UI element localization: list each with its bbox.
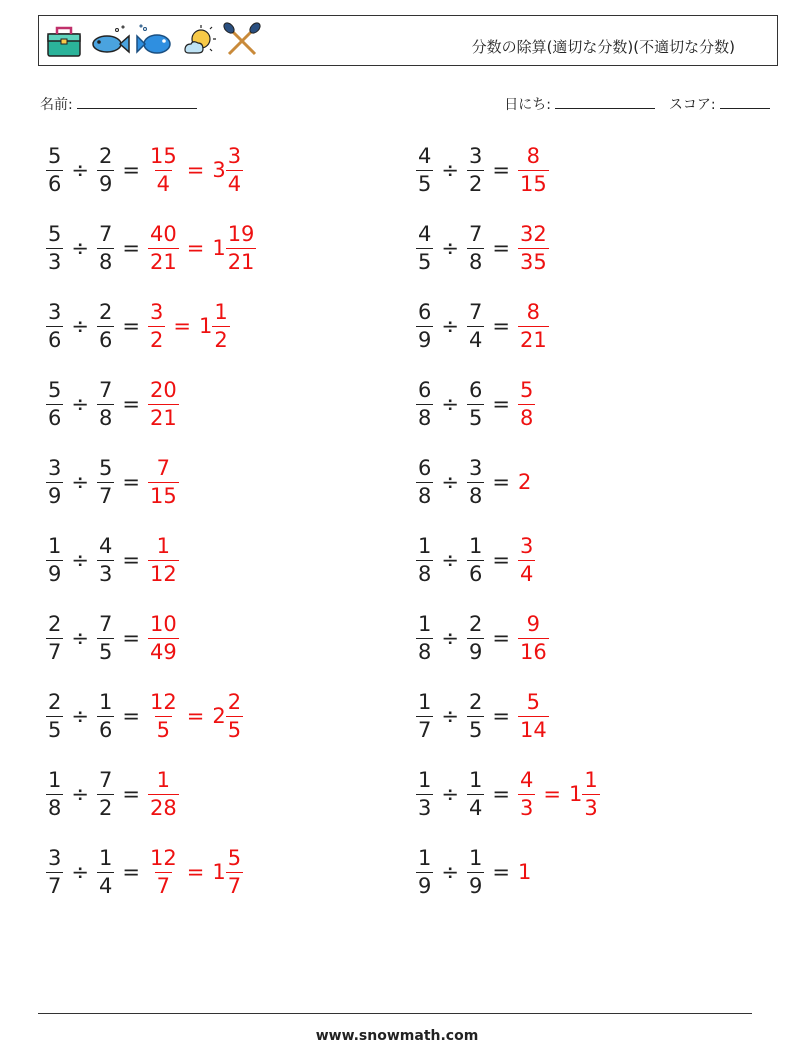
answer-fraction-numerator: 5 xyxy=(526,689,541,714)
equals-sign: = xyxy=(492,548,510,572)
answer-whole: 1 xyxy=(517,860,532,884)
date-label: 日にち: xyxy=(504,97,552,113)
dividend-fraction xyxy=(416,455,433,508)
divisor-fraction xyxy=(97,533,114,586)
equals-sign: = xyxy=(492,782,510,806)
divisor-fraction-numerator: 7 xyxy=(98,221,113,246)
dividend-fraction-denominator: 3 xyxy=(418,795,432,820)
answer-fraction xyxy=(148,143,179,196)
dividend-fraction-denominator: 9 xyxy=(418,873,432,898)
dividend-fraction-denominator: 8 xyxy=(418,639,432,664)
divisor-fraction-denominator: 6 xyxy=(98,327,113,352)
name-label: 名前: xyxy=(40,97,73,113)
mixed-fraction xyxy=(212,299,229,352)
dividend-fraction xyxy=(416,299,433,352)
equals-sign: = xyxy=(122,548,140,572)
divide-sign: ÷ xyxy=(71,704,89,728)
dividend-fraction xyxy=(46,767,63,820)
problem-row xyxy=(46,218,256,278)
dividend-fraction-denominator: 6 xyxy=(48,327,62,352)
answer-fraction-numerator: 15 xyxy=(149,143,177,168)
problem-row xyxy=(46,764,179,824)
divisor-fraction-denominator: 5 xyxy=(468,717,483,742)
equals-sign: = xyxy=(492,704,510,728)
answer-fraction-denominator: 21 xyxy=(149,249,177,274)
blue-fish-icon xyxy=(135,22,175,60)
divide-sign: ÷ xyxy=(441,626,459,650)
divisor-fraction-numerator: 4 xyxy=(98,533,113,558)
divisor-fraction xyxy=(467,299,484,352)
equals-sign: = xyxy=(122,314,140,338)
equals-sign: = xyxy=(122,470,140,494)
divisor-fraction xyxy=(97,221,114,274)
mixed-equals-sign: = xyxy=(173,314,191,338)
divisor-fraction xyxy=(97,689,114,742)
dividend-fraction-denominator: 7 xyxy=(48,639,62,664)
divisor-fraction-denominator: 9 xyxy=(468,639,483,664)
answer-fraction-numerator: 1 xyxy=(156,767,171,792)
divisor-fraction-denominator: 8 xyxy=(468,249,483,274)
answer-fraction-denominator: 15 xyxy=(149,483,177,508)
dividend-fraction-numerator: 1 xyxy=(418,533,432,558)
dividend-fraction xyxy=(416,689,433,742)
problem-row xyxy=(416,842,531,902)
answer-fraction xyxy=(148,689,179,742)
mixed-whole: 1 xyxy=(212,236,226,260)
equals-sign: = xyxy=(122,782,140,806)
mixed-fraction xyxy=(226,689,243,742)
dividend-fraction-denominator: 6 xyxy=(48,171,62,196)
divisor-fraction-denominator: 2 xyxy=(468,171,483,196)
answer-fraction xyxy=(518,767,535,820)
header-box xyxy=(38,15,778,66)
equals-sign: = xyxy=(122,860,140,884)
divide-sign: ÷ xyxy=(71,470,89,494)
dividend-fraction-numerator: 5 xyxy=(48,143,62,168)
divisor-fraction xyxy=(467,143,484,196)
divisor-fraction-numerator: 2 xyxy=(98,299,113,324)
mixed-equals-sign: = xyxy=(186,860,205,884)
problem-row xyxy=(46,140,243,200)
divisor-fraction xyxy=(467,377,484,430)
equals-sign: = xyxy=(492,860,510,884)
divisor-fraction xyxy=(467,533,484,586)
dividend-fraction-denominator: 5 xyxy=(418,249,432,274)
dividend-fraction-denominator: 6 xyxy=(48,405,62,430)
dividend-fraction xyxy=(46,455,63,508)
divisor-fraction-numerator: 2 xyxy=(468,611,483,636)
dividend-fraction xyxy=(46,533,63,586)
problem-row xyxy=(46,608,179,668)
dividend-fraction xyxy=(416,533,433,586)
divisor-fraction xyxy=(97,455,114,508)
dividend-fraction-numerator: 5 xyxy=(48,221,62,246)
divisor-fraction xyxy=(97,377,114,430)
dividend-fraction xyxy=(46,299,63,352)
answer-fraction xyxy=(148,533,179,586)
name-blank[interactable] xyxy=(77,95,197,109)
dividend-fraction-denominator: 5 xyxy=(48,717,62,742)
problem-row xyxy=(46,686,243,746)
mixed-fraction-numerator: 3 xyxy=(227,143,242,168)
divisor-fraction xyxy=(467,845,484,898)
dividend-fraction-numerator: 2 xyxy=(48,611,62,636)
divide-sign: ÷ xyxy=(441,158,459,182)
name-field xyxy=(40,94,197,114)
answer-fraction xyxy=(148,455,179,508)
mixed-whole: 1 xyxy=(212,860,226,884)
divisor-fraction-numerator: 1 xyxy=(468,767,483,792)
divisor-fraction xyxy=(467,221,484,274)
divisor-fraction-denominator: 6 xyxy=(98,717,113,742)
mixed-fraction-denominator: 4 xyxy=(227,171,242,196)
mixed-fraction-numerator: 5 xyxy=(227,845,242,870)
divisor-fraction xyxy=(97,299,114,352)
divisor-fraction-numerator: 2 xyxy=(98,143,113,168)
divisor-fraction-denominator: 2 xyxy=(98,795,113,820)
answer-fraction xyxy=(518,689,549,742)
mixed-fraction xyxy=(226,845,243,898)
dividend-fraction xyxy=(46,845,63,898)
divisor-fraction-numerator: 2 xyxy=(468,689,483,714)
answer-fraction xyxy=(518,611,549,664)
divisor-fraction-denominator: 5 xyxy=(98,639,113,664)
mixed-fraction xyxy=(582,767,599,820)
answer-fraction-numerator: 12 xyxy=(149,845,177,870)
divisor-fraction-numerator: 7 xyxy=(98,611,113,636)
dividend-fraction-numerator: 1 xyxy=(418,611,432,636)
dividend-fraction-denominator: 8 xyxy=(418,483,432,508)
answer-fraction xyxy=(148,845,179,898)
divisor-fraction-numerator: 7 xyxy=(468,221,483,246)
toolbox-icon xyxy=(45,22,83,60)
answer-fraction-numerator: 10 xyxy=(149,611,177,636)
mixed-equals-sign: = xyxy=(543,782,561,806)
dividend-fraction xyxy=(416,767,433,820)
mixed-equals-sign: = xyxy=(186,236,205,260)
equals-sign: = xyxy=(122,236,140,260)
divide-sign: ÷ xyxy=(71,392,89,416)
answer-fraction xyxy=(518,299,549,352)
score-label: スコア: xyxy=(668,97,716,113)
divisor-fraction-denominator: 8 xyxy=(98,249,113,274)
divide-sign: ÷ xyxy=(441,314,459,338)
dividend-fraction-numerator: 1 xyxy=(418,845,432,870)
dividend-fraction-numerator: 6 xyxy=(418,299,432,324)
divisor-fraction-numerator: 3 xyxy=(468,143,483,168)
mixed-equals-sign: = xyxy=(186,704,205,728)
answer-fraction-denominator: 15 xyxy=(519,171,547,196)
mixed-fraction-numerator: 1 xyxy=(214,299,228,324)
divide-sign: ÷ xyxy=(441,704,459,728)
answer-fraction-denominator: 2 xyxy=(149,327,164,352)
divisor-fraction-denominator: 8 xyxy=(98,405,113,430)
mixed-whole: 1 xyxy=(568,782,583,806)
answer-fraction-denominator: 21 xyxy=(149,405,177,430)
date-blank[interactable] xyxy=(555,95,655,109)
problem-row xyxy=(416,140,549,200)
problem-row xyxy=(416,452,531,512)
mixed-fraction-denominator: 2 xyxy=(214,327,228,352)
answer-fraction xyxy=(518,221,549,274)
mixed-whole: 1 xyxy=(198,314,213,338)
divisor-fraction-denominator: 3 xyxy=(98,561,113,586)
divide-sign: ÷ xyxy=(441,392,459,416)
mixed-whole: 2 xyxy=(212,704,226,728)
dividend-fraction-numerator: 1 xyxy=(418,767,432,792)
dividend-fraction-numerator: 3 xyxy=(48,455,62,480)
answer-fraction-numerator: 1 xyxy=(156,533,171,558)
divide-sign: ÷ xyxy=(71,236,89,260)
dividend-fraction-numerator: 1 xyxy=(48,533,62,558)
divisor-fraction-numerator: 1 xyxy=(98,689,113,714)
mixed-fraction xyxy=(226,221,257,274)
sun-cloud-icon xyxy=(179,22,219,60)
divisor-fraction-denominator: 5 xyxy=(468,405,483,430)
divisor-fraction-denominator: 6 xyxy=(468,561,483,586)
divide-sign: ÷ xyxy=(71,548,89,572)
divisor-fraction-numerator: 7 xyxy=(98,377,113,402)
divisor-fraction xyxy=(467,455,484,508)
answer-fraction-denominator: 14 xyxy=(519,717,547,742)
divisor-fraction-denominator: 7 xyxy=(98,483,113,508)
divide-sign: ÷ xyxy=(441,236,459,260)
footer-divider xyxy=(38,1013,752,1014)
dividend-fraction-numerator: 6 xyxy=(418,455,432,480)
worksheet-title: 分数の除算(適切な分数)(不適切な分数) xyxy=(471,38,735,56)
divisor-fraction-numerator: 1 xyxy=(468,845,483,870)
divisor-fraction xyxy=(97,611,114,664)
dividend-fraction-numerator: 6 xyxy=(418,377,432,402)
answer-fraction-numerator: 7 xyxy=(156,455,171,480)
answer-fraction-numerator: 3 xyxy=(519,533,534,558)
dividend-fraction-numerator: 4 xyxy=(418,221,432,246)
answer-fraction-denominator: 4 xyxy=(519,561,534,586)
mixed-fraction-numerator: 2 xyxy=(227,689,242,714)
equals-sign: = xyxy=(122,626,140,650)
dividend-fraction-denominator: 3 xyxy=(48,249,62,274)
answer-whole: 2 xyxy=(517,470,532,494)
equals-sign: = xyxy=(122,704,140,728)
answer-fraction-numerator: 5 xyxy=(519,377,534,402)
divide-sign: ÷ xyxy=(71,158,89,182)
divide-sign: ÷ xyxy=(71,782,89,806)
answer-fraction-numerator: 9 xyxy=(526,611,541,636)
dividend-fraction xyxy=(46,221,63,274)
answer-fraction-denominator: 16 xyxy=(519,639,547,664)
mixed-fraction-numerator: 1 xyxy=(584,767,598,792)
dividend-fraction-denominator: 5 xyxy=(418,171,432,196)
divisor-fraction-numerator: 5 xyxy=(98,455,113,480)
problem-row xyxy=(416,530,535,590)
answer-fraction-numerator: 8 xyxy=(526,299,541,324)
divisor-fraction-denominator: 4 xyxy=(468,795,483,820)
problem-row xyxy=(416,374,535,434)
divisor-fraction-numerator: 7 xyxy=(468,299,483,324)
divisor-fraction-denominator: 4 xyxy=(98,873,113,898)
divisor-fraction xyxy=(97,143,114,196)
dividend-fraction xyxy=(46,689,63,742)
dividend-fraction-denominator: 7 xyxy=(48,873,62,898)
divide-sign: ÷ xyxy=(441,782,459,806)
dividend-fraction xyxy=(416,221,433,274)
equals-sign: = xyxy=(492,236,510,260)
crossed-oars-icon xyxy=(223,22,261,60)
answer-fraction xyxy=(148,377,179,430)
divisor-fraction-numerator: 7 xyxy=(98,767,113,792)
answer-fraction xyxy=(518,143,549,196)
divide-sign: ÷ xyxy=(441,548,459,572)
answer-fraction xyxy=(148,299,165,352)
answer-fraction-denominator: 21 xyxy=(519,327,547,352)
dividend-fraction-denominator: 9 xyxy=(48,483,62,508)
divisor-fraction xyxy=(467,689,484,742)
divide-sign: ÷ xyxy=(71,314,89,338)
dividend-fraction-denominator: 9 xyxy=(418,327,432,352)
problem-row xyxy=(46,842,243,902)
dividend-fraction-numerator: 3 xyxy=(48,299,62,324)
answer-fraction-denominator: 4 xyxy=(156,171,171,196)
footer-url: www.snowmath.com xyxy=(315,1028,479,1044)
answer-fraction-denominator: 35 xyxy=(519,249,547,274)
answer-fraction-numerator: 8 xyxy=(526,143,541,168)
equals-sign: = xyxy=(492,470,510,494)
problem-row xyxy=(46,530,179,590)
answer-fraction-numerator: 4 xyxy=(519,767,534,792)
answer-fraction-denominator: 5 xyxy=(156,717,171,742)
problem-row xyxy=(416,296,549,356)
answer-fraction-denominator: 7 xyxy=(156,873,171,898)
answer-fraction-denominator: 49 xyxy=(149,639,177,664)
answer-fraction xyxy=(148,221,179,274)
answer-fraction-numerator: 3 xyxy=(149,299,164,324)
dividend-fraction xyxy=(416,845,433,898)
answer-fraction-denominator: 28 xyxy=(149,795,177,820)
divisor-fraction-numerator: 1 xyxy=(468,533,483,558)
divisor-fraction-numerator: 3 xyxy=(468,455,483,480)
mixed-fraction-denominator: 7 xyxy=(227,873,242,898)
divisor-fraction-numerator: 6 xyxy=(468,377,483,402)
answer-fraction-numerator: 12 xyxy=(149,689,177,714)
answer-fraction-numerator: 40 xyxy=(149,221,177,246)
divisor-fraction xyxy=(467,611,484,664)
dividend-fraction-denominator: 9 xyxy=(48,561,62,586)
problem-row xyxy=(46,374,179,434)
problem-row xyxy=(416,686,549,746)
dividend-fraction-denominator: 8 xyxy=(48,795,62,820)
equals-sign: = xyxy=(492,626,510,650)
mixed-fraction-denominator: 21 xyxy=(227,249,255,274)
dividend-fraction-numerator: 1 xyxy=(48,767,62,792)
equals-sign: = xyxy=(122,392,140,416)
mixed-fraction-denominator: 5 xyxy=(227,717,242,742)
dividend-fraction xyxy=(416,611,433,664)
equals-sign: = xyxy=(492,314,510,338)
answer-fraction xyxy=(148,611,179,664)
divisor-fraction-denominator: 8 xyxy=(468,483,483,508)
dividend-fraction-numerator: 5 xyxy=(48,377,62,402)
equals-sign: = xyxy=(492,392,510,416)
divisor-fraction xyxy=(97,845,114,898)
dividend-fraction-numerator: 4 xyxy=(418,143,432,168)
answer-fraction xyxy=(518,533,535,586)
dividend-fraction-denominator: 8 xyxy=(418,561,432,586)
header-icons xyxy=(45,22,261,60)
dividend-fraction xyxy=(416,143,433,196)
score-blank[interactable] xyxy=(720,95,770,109)
mixed-whole: 3 xyxy=(212,158,226,182)
divide-sign: ÷ xyxy=(71,860,89,884)
fish-icon xyxy=(87,22,131,60)
divide-sign: ÷ xyxy=(441,860,459,884)
problem-row xyxy=(416,218,549,278)
problem-row xyxy=(416,608,549,668)
divide-sign: ÷ xyxy=(71,626,89,650)
answer-fraction-denominator: 8 xyxy=(519,405,534,430)
answer-fraction-numerator: 32 xyxy=(519,221,547,246)
dividend-fraction xyxy=(46,377,63,430)
dividend-fraction-numerator: 1 xyxy=(418,689,432,714)
problem-row xyxy=(416,764,600,824)
divisor-fraction-denominator: 4 xyxy=(468,327,483,352)
divisor-fraction-denominator: 9 xyxy=(98,171,113,196)
dividend-fraction xyxy=(46,611,63,664)
mixed-fraction-denominator: 3 xyxy=(584,795,598,820)
divisor-fraction xyxy=(97,767,114,820)
answer-fraction-denominator: 12 xyxy=(149,561,177,586)
equals-sign: = xyxy=(122,158,140,182)
divide-sign: ÷ xyxy=(441,470,459,494)
divisor-fraction-numerator: 1 xyxy=(98,845,113,870)
mixed-fraction xyxy=(226,143,243,196)
dividend-fraction-numerator: 3 xyxy=(48,845,62,870)
divisor-fraction xyxy=(467,767,484,820)
dividend-fraction-denominator: 8 xyxy=(418,405,432,430)
mixed-equals-sign: = xyxy=(186,158,205,182)
mixed-fraction-numerator: 19 xyxy=(227,221,255,246)
dividend-fraction xyxy=(416,377,433,430)
problem-row xyxy=(46,296,230,356)
dividend-fraction xyxy=(46,143,63,196)
answer-fraction xyxy=(148,767,179,820)
equals-sign: = xyxy=(492,158,510,182)
answer-fraction xyxy=(518,377,535,430)
answer-fraction-denominator: 3 xyxy=(519,795,534,820)
problem-row xyxy=(46,452,179,512)
divisor-fraction-denominator: 9 xyxy=(468,873,483,898)
dividend-fraction-numerator: 2 xyxy=(48,689,62,714)
date-score-fields xyxy=(504,94,770,114)
answer-fraction-numerator: 20 xyxy=(149,377,177,402)
dividend-fraction-denominator: 7 xyxy=(418,717,432,742)
